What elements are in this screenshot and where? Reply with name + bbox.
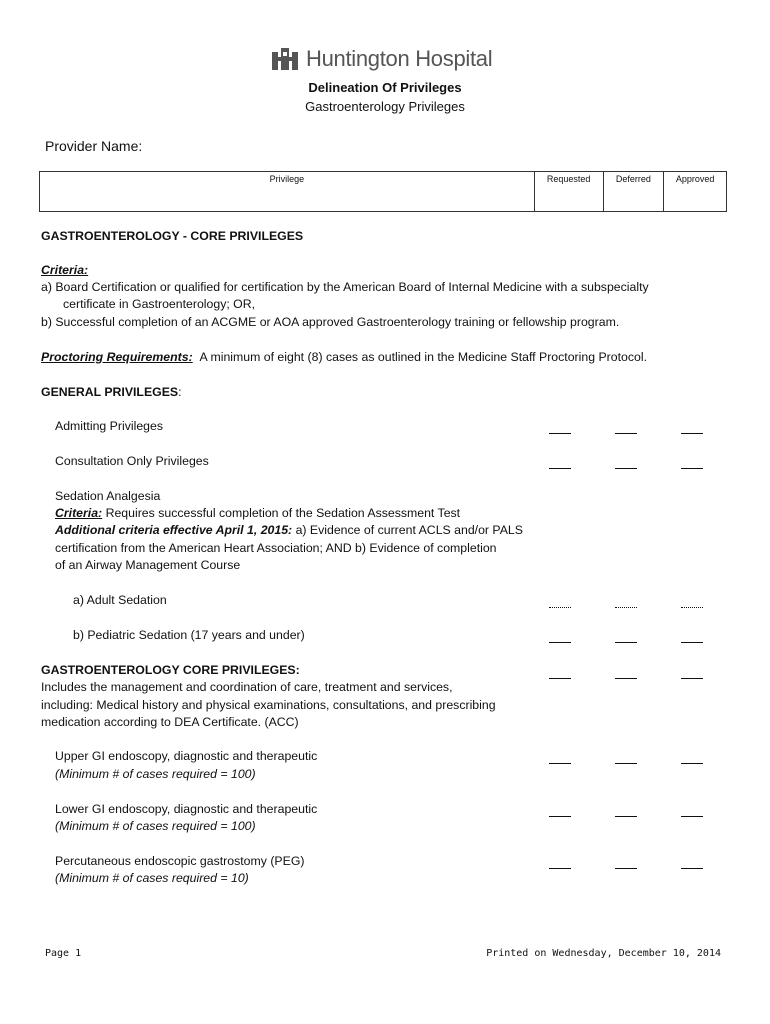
approved-blank xyxy=(681,467,703,469)
col-privilege: Privilege xyxy=(40,172,535,212)
approved-blank xyxy=(681,677,703,679)
consultation-privileges: Consultation Only Privileges xyxy=(55,454,209,468)
col-deferred: Deferred xyxy=(603,172,664,212)
criteria-a-cont: certificate in Gastroenterology; OR, xyxy=(63,297,256,311)
adult-sedation-blanks[interactable] xyxy=(549,606,703,608)
approved-blank xyxy=(681,641,703,643)
gi-core-line3: medication according to DEA Certificate. (ACC) xyxy=(41,715,299,729)
requested-blank xyxy=(549,762,571,764)
lower-gi: Lower GI endoscopy, diagnostic and therapeutic xyxy=(55,802,318,816)
hospital-logo-icon xyxy=(270,44,300,74)
privilege-header-table xyxy=(39,171,727,212)
pediatric-sedation-blanks[interactable] xyxy=(549,641,703,643)
criteria-b: b) Successful completion of an ACGME or AOA approved Gastroenterology training or fellowship program. xyxy=(41,315,620,329)
hospital-logo xyxy=(270,44,492,74)
general-heading: GENERAL PRIVILEGES: xyxy=(41,385,182,399)
upper-gi-minimum: (Minimum # of cases required = 100) xyxy=(55,767,256,781)
deferred-blank xyxy=(615,432,637,434)
peg-minimum: (Minimum # of cases required = 10) xyxy=(55,871,249,885)
requested-blank xyxy=(549,467,571,469)
approved-blank xyxy=(681,867,703,869)
sedation-title: Sedation Analgesia xyxy=(55,489,161,503)
col-requested: Requested xyxy=(534,172,603,212)
sedation-line3: certification from the American Heart Association; AND b) Evidence of completion xyxy=(55,541,497,555)
proctoring-line xyxy=(41,349,647,366)
gi-core-blanks[interactable] xyxy=(549,677,703,679)
hospital-name: Huntington Hospital xyxy=(306,46,493,71)
upper-gi-blanks[interactable] xyxy=(549,762,703,764)
peg: Percutaneous endoscopic gastrostomy (PEG) xyxy=(55,854,305,868)
sedation-criteria: Criteria: Requires successful completion of the Sedation Assessment Test xyxy=(55,506,461,520)
lower-gi-blanks[interactable] xyxy=(549,815,703,817)
document-title: Delineation Of Privileges xyxy=(308,80,462,95)
requested-blank xyxy=(549,432,571,434)
admitting-blanks[interactable] xyxy=(549,432,703,434)
requested-blank xyxy=(549,606,571,608)
criteria-label: Criteria: xyxy=(41,263,89,277)
page-number: Page 1 xyxy=(45,948,82,959)
approved-blank xyxy=(681,432,703,434)
consultation-blanks[interactable] xyxy=(549,467,703,469)
approved-blank xyxy=(681,606,703,608)
gi-core-line2: including: Medical history and physical examinations, consultations, and prescribing xyxy=(41,698,496,712)
gi-core-line1: Includes the management and coordination of care, treatment and services, xyxy=(41,680,453,694)
gi-core-heading: GASTROENTEROLOGY CORE PRIVILEGES: xyxy=(41,663,300,677)
deferred-blank xyxy=(615,867,637,869)
admitting-privileges: Admitting Privileges xyxy=(55,419,163,433)
requested-blank xyxy=(549,867,571,869)
proctoring-label: Proctoring Requirements: xyxy=(41,350,193,364)
sedation-additional: Additional criteria effective April 1, 2015: a) Evidence of current ACLS and/or PALS xyxy=(55,523,523,537)
upper-gi: Upper GI endoscopy, diagnostic and therapeutic xyxy=(55,749,318,763)
provider-name-label: Provider Name: xyxy=(45,138,143,154)
requested-blank xyxy=(549,641,571,643)
adult-sedation: a) Adult Sedation xyxy=(73,593,167,607)
proctoring-text: A minimum of eight (8) cases as outlined in the Medicine Staff Proctoring Protocol. xyxy=(199,350,647,364)
deferred-blank xyxy=(615,815,637,817)
printed-date: Printed on Wednesday, December 10, 2014 xyxy=(486,948,721,959)
deferred-blank xyxy=(615,467,637,469)
deferred-blank xyxy=(615,606,637,608)
criteria-a: a) Board Certification or qualified for certification by the American Board of Internal Medicine with a subspecialty xyxy=(41,280,649,294)
requested-blank xyxy=(549,677,571,679)
sedation-line4: of an Airway Management Course xyxy=(55,558,241,572)
deferred-blank xyxy=(615,677,637,679)
approved-blank xyxy=(681,762,703,764)
deferred-blank xyxy=(615,641,637,643)
document-subtitle: Gastroenterology Privileges xyxy=(305,99,465,114)
approved-blank xyxy=(681,815,703,817)
peg-blanks[interactable] xyxy=(549,867,703,869)
pediatric-sedation: b) Pediatric Sedation (17 years and under) xyxy=(73,628,305,642)
col-approved: Approved xyxy=(664,172,727,212)
deferred-blank xyxy=(615,762,637,764)
lower-gi-minimum: (Minimum # of cases required = 100) xyxy=(55,819,256,833)
requested-blank xyxy=(549,815,571,817)
core-heading: GASTROENTEROLOGY - CORE PRIVILEGES xyxy=(41,229,304,243)
